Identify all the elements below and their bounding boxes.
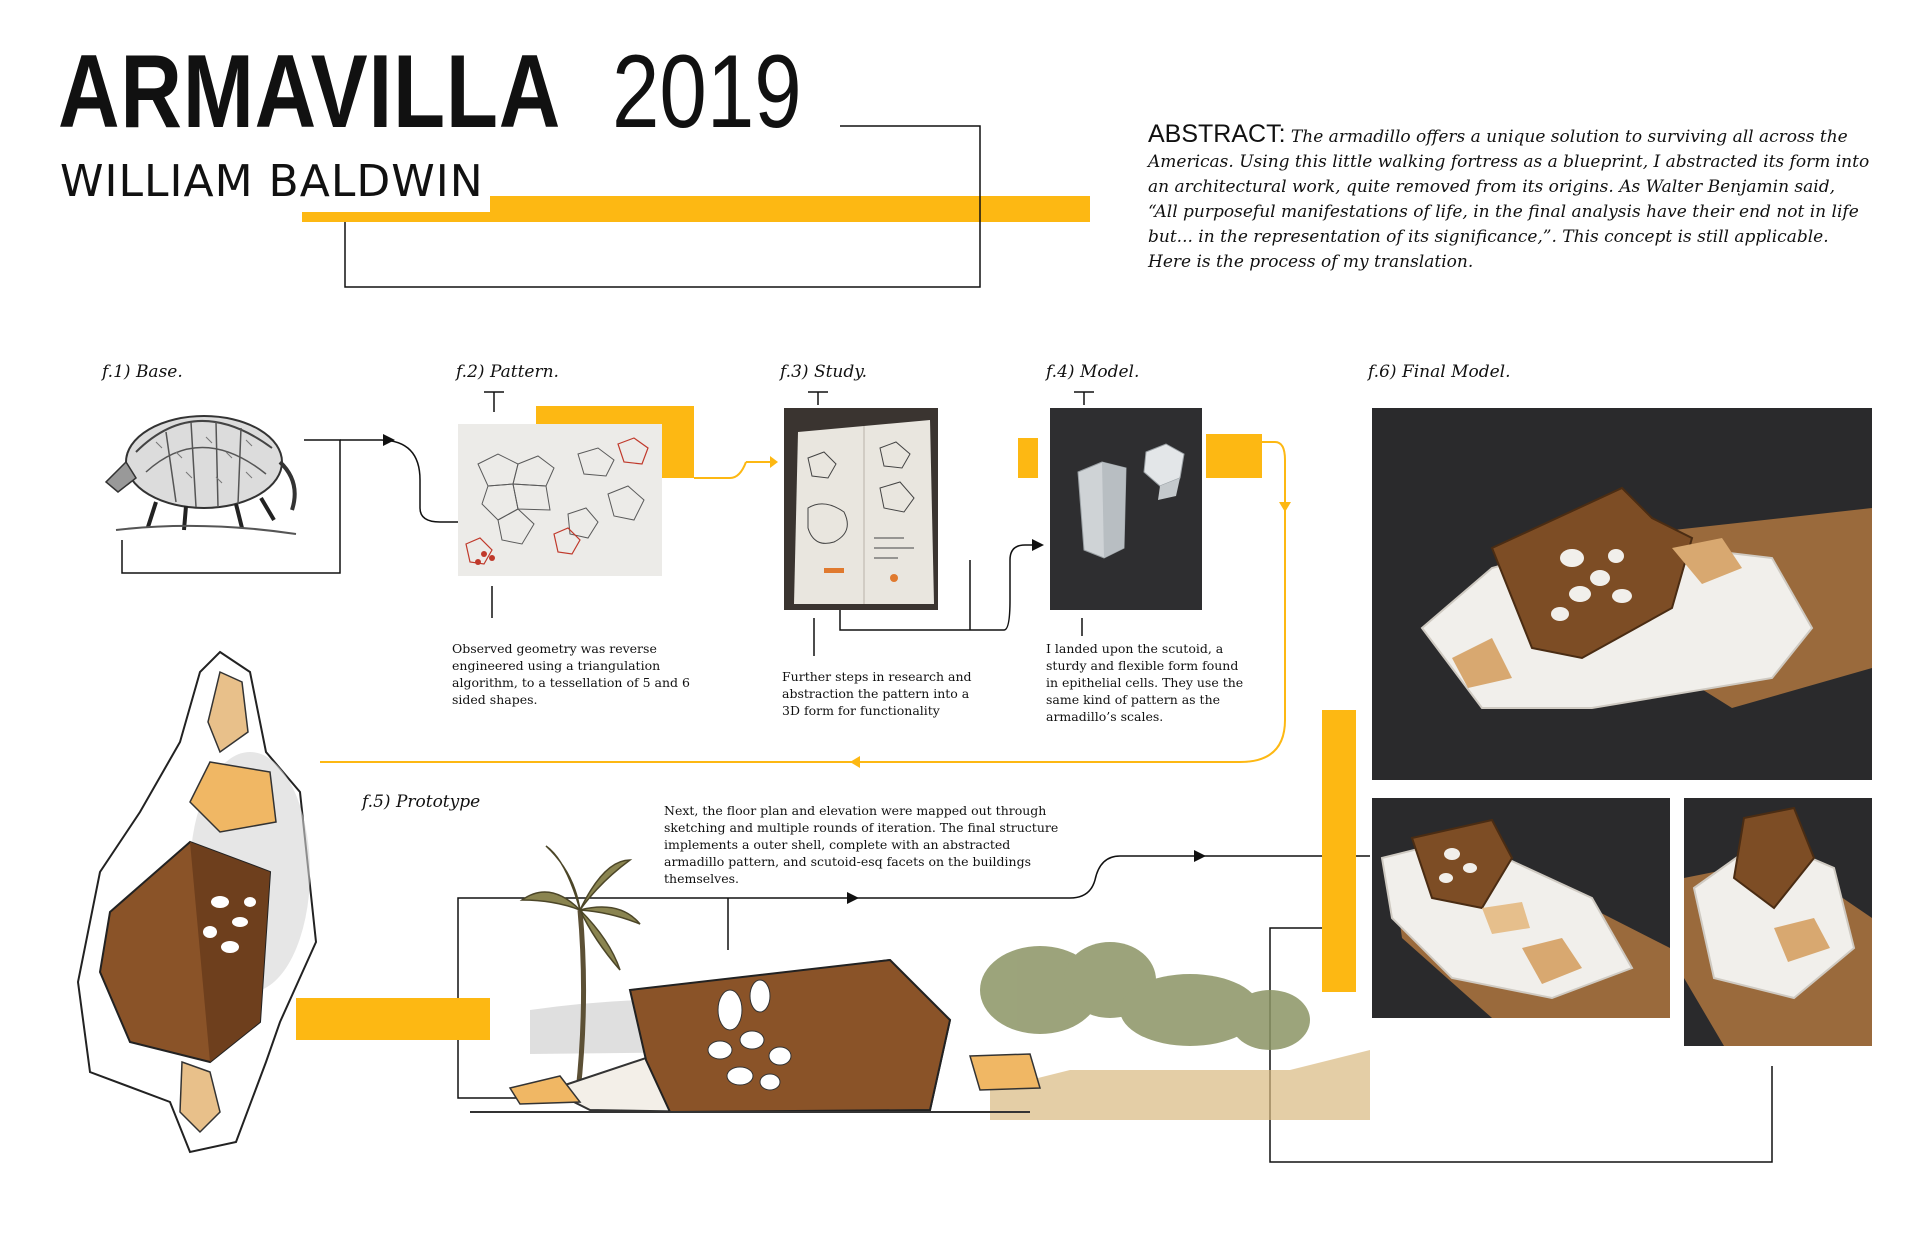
floor-plan-sketch-image (70, 642, 320, 1162)
fig-label-final-model: f.6) Final Model. (1368, 362, 1511, 382)
final-model-photo-bottom-left (1372, 798, 1670, 1018)
caption-pattern: Observed geometry was reverse engineered using a triangulation algorithm, to a tessellation of 5 and 6 sided shapes. (452, 641, 690, 707)
project-title: ARMAVILLA (58, 34, 562, 150)
caption-study: Further steps in research and abstraction the pattern into a 3D form for functionality (782, 669, 972, 718)
scutoid-model-image (1050, 408, 1202, 610)
fig-label-base: f.1) Base. (102, 362, 183, 382)
abstract-text (1148, 122, 1870, 275)
author-name: WILLIAM BALDWIN (60, 156, 484, 207)
abstract-heading: ABSTRACT: (1148, 120, 1286, 148)
fig-label-pattern: f.2) Pattern. (456, 362, 559, 382)
elevation-sketch-image (470, 820, 1390, 1150)
armadillo-engraving-image (96, 392, 306, 542)
pattern-sketch-image (458, 424, 662, 576)
accent-block-f5 (296, 998, 490, 1040)
final-model-photo-bottom-right (1684, 798, 1872, 1046)
fig-label-prototype: f.5) Prototype (362, 792, 481, 812)
accent-block-f4-right (1206, 434, 1262, 478)
study-sketchbook-image (784, 408, 938, 610)
final-model-photo-main (1372, 408, 1872, 780)
caption-model: I landed upon the scutoid, a sturdy and flexible form found in epithelial cells. They use the same kind of pattern as the armadillo’s scales. (1046, 641, 1244, 724)
fig-label-study: f.3) Study. (780, 362, 868, 382)
project-year: 2019 (612, 34, 802, 150)
abstract-body: The armadillo offers a unique solution to surviving all across the Americas. Using this little walking fortress as a blueprint, I abstracted its form into an architectural work, quite removed from its origins. As Walter Benjamin said, “All purposeful manifestations of life, in the final analysis have their end not in life but... in the representation of its significance,”. This concept is still applicable. Here is the process of my translation. (1148, 127, 1870, 272)
accent-block-f4-left (1018, 438, 1038, 478)
caption-prototype: Next, the floor plan and elevation were mapped out through sketching and multiple rounds of iteration. The final structure implements a outer shell, complete with an abstracted armadillo pattern, and scutoid-esq facets on the buildings themselves. (664, 803, 1059, 886)
fig-label-model: f.4) Model. (1046, 362, 1140, 382)
